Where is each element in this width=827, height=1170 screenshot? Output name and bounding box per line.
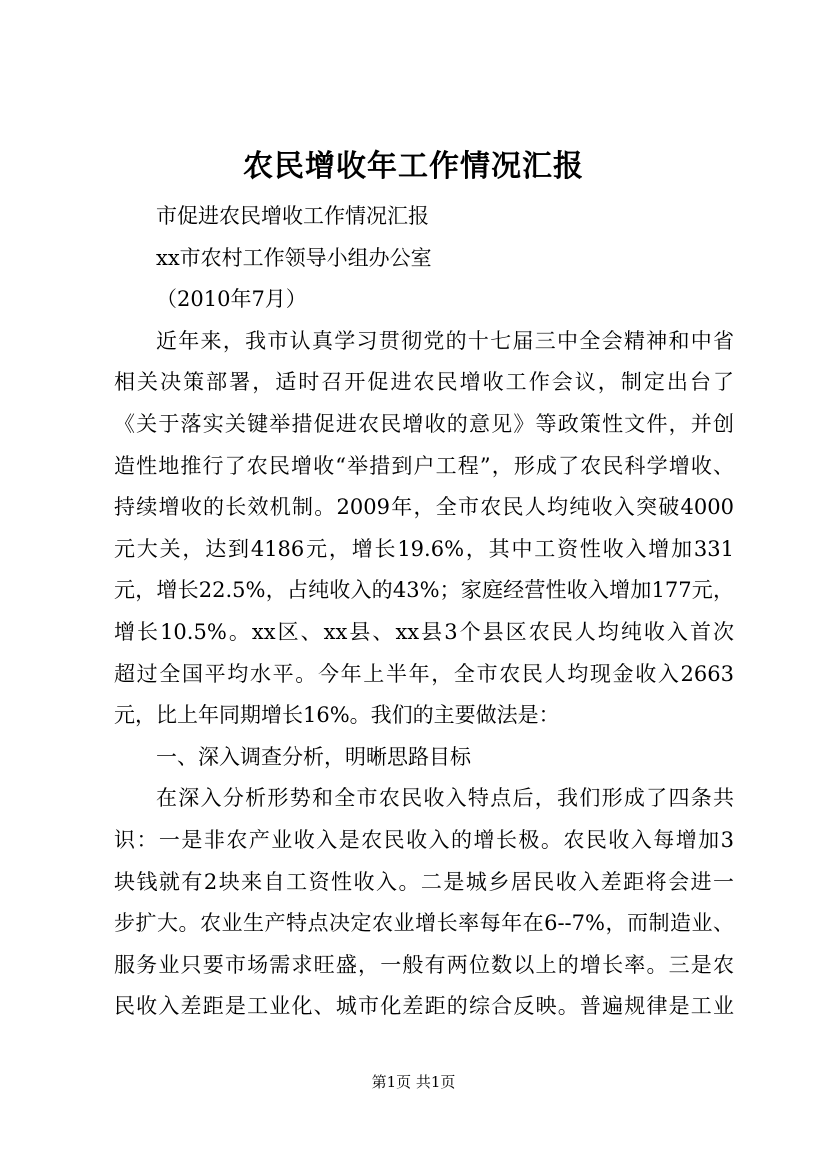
text-line: 超过全国平均水平。今年上半年，全市农民人均现金收入2663 [114, 661, 734, 686]
document-title: 农民增收年工作情况汇报 [243, 149, 584, 184]
text-line: 步扩大。农业生产特点决定农业增长率每年在6--7%，而制造业、 [114, 911, 734, 936]
text-line: 造性地推行了农民增收“举措到户工程”，形成了农民科学增收、 [114, 453, 734, 478]
text-line: 《关于落实关键举措促进农民增收的意见》等政策性文件，并创 [114, 411, 734, 436]
text-line: 持续增收的长效机制。2009年，全市农民人均纯收入突破4000 [114, 495, 734, 520]
text-line: 在深入分析形势和全市农民收入特点后，我们形成了四条共 [156, 786, 734, 811]
text-line: 识：一是非农产业收入是农民收入的增长极。农民收入每增加3 [114, 827, 734, 852]
text-line: 服务业只要市场需求旺盛，一般有两位数以上的增长率。三是农 [114, 952, 734, 977]
page-footer: 第1页 共1页 [371, 1073, 456, 1091]
section-heading: 一、深入调查分析，明晰思路目标 [156, 744, 471, 769]
text-line: （2010年7月） [156, 287, 307, 312]
text-line: 元大关，达到4186元，增长19.6%，其中工资性收入增加331 [114, 536, 734, 561]
text-line: 相关决策部署，适时召开促进农民增收工作会议，制定出台了 [114, 370, 734, 395]
document-body [114, 196, 734, 1028]
text-line: 元，增长22.5%，占纯收入的43%；家庭经营性收入增加177元， [114, 578, 734, 603]
text-line: 民收入差距是工业化、城市化差距的综合反映。普遍规律是工业 [114, 994, 734, 1019]
text-line: 近年来，我市认真学习贯彻党的十七届三中全会精神和中省 [156, 328, 734, 353]
text-line: 市促进农民增收工作情况汇报 [156, 204, 429, 228]
text-line: 块钱就有2块来自工资性收入。二是城乡居民收入差距将会进一 [114, 869, 734, 894]
text-line: 元，比上年同期增长16%。我们的主要做法是： [114, 703, 560, 728]
text-line: 增长10.5%。xx区、xx县、xx县3个县区农民人均纯收入首次 [114, 619, 734, 644]
text-line: xx市农村工作领导小组办公室 [156, 245, 432, 270]
